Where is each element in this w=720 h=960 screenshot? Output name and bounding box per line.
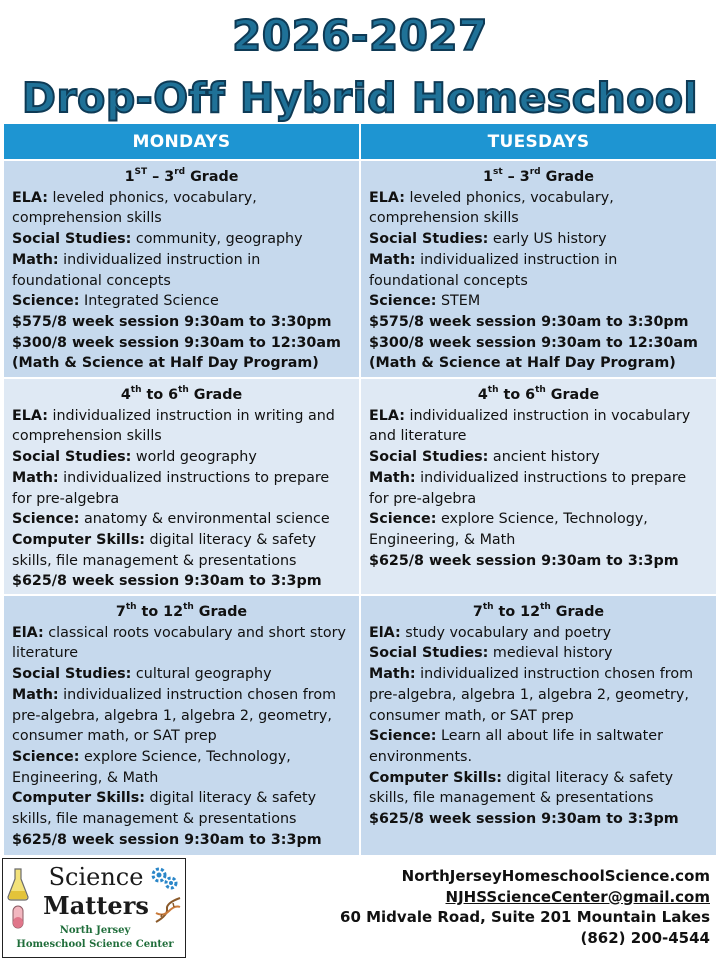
- course-line: [12, 406, 351, 447]
- grade-heading-part: Grade: [188, 387, 243, 403]
- course-line: [369, 291, 708, 312]
- course-line: [369, 447, 708, 468]
- grade-heading-part: th: [535, 385, 546, 396]
- grade-heading-part: th: [487, 385, 499, 396]
- course-line: [12, 468, 351, 509]
- course-line: [369, 768, 708, 809]
- course-line: [369, 809, 708, 830]
- grade-heading-part: st: [492, 167, 503, 178]
- grade-heading: [12, 385, 351, 406]
- grade-heading-part: rd: [174, 167, 186, 178]
- course-detail: digital literacy & safety skills, file management & presentations: [12, 790, 317, 828]
- course-label: (Math & Science at Half Day Program): [12, 355, 319, 372]
- course-line: [369, 353, 708, 374]
- course-label: Science:: [369, 728, 437, 745]
- course-label: $625/8 week session 9:30am to 3:3pm: [369, 552, 679, 569]
- course-line: [369, 468, 708, 509]
- grade-heading: [12, 602, 351, 623]
- course-line: [12, 333, 351, 354]
- grade-heading-part: to 12: [493, 604, 541, 620]
- grade-heading-part: to 6: [498, 387, 536, 403]
- course-detail: early US history: [488, 231, 607, 248]
- course-detail: cultural geography: [131, 666, 272, 683]
- grade-heading-part: 7: [115, 604, 126, 620]
- course-label: Computer Skills:: [369, 769, 502, 786]
- course-label: Math:: [369, 469, 416, 486]
- course-label: (Math & Science at Half Day Program): [369, 355, 676, 372]
- course-detail: individualized instruction in foundational concepts: [369, 251, 618, 289]
- course-line: [12, 353, 351, 374]
- course-line: [12, 188, 351, 229]
- course-line: [369, 333, 708, 354]
- grade-heading-part: th: [125, 602, 137, 613]
- grade-heading-part: ST: [134, 167, 148, 178]
- grade-heading: [369, 602, 708, 623]
- course-detail: individualized instructions to prepare for pre-algebra: [12, 469, 330, 507]
- cell-monday: [3, 160, 360, 378]
- column-header-tuesdays: TUESDAYS: [360, 123, 717, 160]
- course-label: Social Studies:: [12, 449, 132, 466]
- column-header-mondays: MONDAYS: [3, 123, 360, 160]
- footer: [0, 856, 720, 960]
- course-label: Math:: [369, 251, 416, 268]
- course-line: [12, 509, 351, 530]
- course-label: ELA:: [12, 407, 48, 424]
- course-label: Math:: [12, 686, 59, 703]
- table-row-grades-7-12: [3, 595, 717, 856]
- course-line: [12, 530, 351, 571]
- course-label: ElA:: [369, 624, 401, 641]
- course-label: ELA:: [369, 407, 405, 424]
- course-detail: medieval history: [488, 645, 613, 662]
- course-label: ElA:: [12, 624, 44, 641]
- phone-text: (862) 200-4544: [580, 928, 710, 947]
- grade-heading-part: 7: [472, 604, 483, 620]
- course-label: $300/8 week session 9:30am to 12:30am: [369, 334, 698, 351]
- table-header-row: [3, 123, 717, 160]
- course-line: [369, 229, 708, 250]
- grade-heading-part: th: [130, 385, 142, 396]
- cell-monday: [3, 595, 360, 856]
- grade-heading: [369, 167, 708, 188]
- course-detail: leveled phonics, vocabulary, comprehension skills: [369, 189, 614, 227]
- course-label: Social Studies:: [369, 645, 489, 662]
- course-label: Social Studies:: [12, 666, 132, 683]
- grade-heading-part: – 3: [147, 169, 175, 185]
- course-line: [369, 623, 708, 644]
- course-detail: individualized instruction chosen from pre-algebra, algebra 1, algebra 2, geometry, consumer math, or SAT prep: [12, 686, 337, 745]
- course-line: [12, 291, 351, 312]
- cell-monday: [3, 378, 360, 595]
- grade-heading-part: Grade: [193, 604, 248, 620]
- course-line: [12, 830, 351, 851]
- course-line: [369, 312, 708, 333]
- grade-heading-part: Grade: [550, 604, 605, 620]
- course-line: [12, 250, 351, 291]
- schedule-table: [2, 122, 718, 857]
- course-label: Science:: [12, 293, 80, 310]
- course-label: Science:: [12, 511, 80, 528]
- course-line: [369, 726, 708, 767]
- course-label: Math:: [12, 251, 59, 268]
- course-line: [369, 250, 708, 291]
- course-line: [12, 312, 351, 333]
- grade-heading-part: 1: [124, 169, 135, 185]
- course-label: ELA:: [369, 189, 405, 206]
- title-year: 2026-2027: [232, 11, 488, 60]
- course-detail: explore Science, Technology, Engineering, & Math: [369, 511, 648, 548]
- cell-tuesday: [360, 160, 717, 378]
- course-label: $575/8 week session 9:30am to 3:30pm: [369, 313, 689, 330]
- course-line: [12, 664, 351, 685]
- course-detail: anatomy & environmental science: [79, 511, 330, 528]
- grade-heading-part: th: [183, 602, 194, 613]
- course-detail: community, geography: [131, 231, 303, 248]
- course-detail: individualized instruction in vocabulary and literature: [369, 407, 691, 445]
- course-line: [12, 447, 351, 468]
- logo-north-jersey-text: North Jersey: [59, 925, 131, 936]
- course-line: [12, 229, 351, 250]
- course-detail: individualized instruction in writing and comprehension skills: [12, 407, 335, 445]
- course-line: [369, 188, 708, 229]
- course-label: $625/8 week session 9:30am to 3:3pm: [369, 811, 679, 828]
- course-line: [369, 509, 708, 550]
- grade-heading-part: Grade: [185, 169, 239, 185]
- course-line: [369, 551, 708, 572]
- course-detail: individualized instruction chosen from pre-algebra, algebra 1, algebra 2, geometry, consumer math, or SAT prep: [369, 666, 694, 724]
- course-label: Science:: [12, 748, 80, 765]
- grade-heading-part: Grade: [545, 387, 600, 403]
- course-detail: individualized instruction in foundational concepts: [12, 251, 261, 289]
- course-line: [369, 643, 708, 664]
- course-label: $625/8 week session 9:30am to 3:3pm: [12, 573, 322, 590]
- course-label: $300/8 week session 9:30am to 12:30am: [12, 334, 341, 351]
- course-label: Science:: [369, 511, 437, 528]
- course-detail: world geography: [131, 449, 257, 466]
- table-row-grades-1-3: [3, 160, 717, 378]
- course-detail: leveled phonics, vocabulary, comprehension skills: [12, 189, 257, 227]
- grade-heading: [12, 167, 351, 188]
- cell-tuesday: [360, 378, 717, 595]
- grade-heading-part: to 12: [136, 604, 184, 620]
- course-detail: Learn all about life in saltwater environments.: [369, 728, 663, 765]
- contact-info: [340, 866, 710, 948]
- course-detail: ancient history: [488, 449, 600, 466]
- science-matters-logo: [2, 858, 186, 958]
- logo-center-text: Homeschool Science Center: [16, 939, 174, 950]
- course-detail: STEM: [436, 293, 481, 310]
- address-text: 60 Midvale Road, Suite 201 Mountain Lakes: [340, 908, 710, 926]
- course-detail: classical roots vocabulary and short story literature: [12, 624, 346, 662]
- grade-heading-part: to 6: [141, 387, 179, 403]
- cell-tuesday: [360, 595, 717, 856]
- course-line: [12, 623, 351, 664]
- course-label: Social Studies:: [12, 231, 132, 248]
- course-detail: Integrated Science: [79, 293, 219, 310]
- grade-heading-part: th: [482, 602, 494, 613]
- grade-heading-part: Grade: [540, 169, 594, 185]
- grade-heading: [369, 385, 708, 406]
- course-detail: individualized instructions to prepare for pre-algebra: [369, 469, 687, 507]
- course-label: Social Studies:: [369, 231, 489, 248]
- course-detail: digital literacy & safety skills, file management & presentations: [12, 531, 317, 569]
- course-label: Computer Skills:: [12, 790, 145, 807]
- email-link[interactable]: NJHSScienceCenter@gmail.com: [445, 887, 710, 906]
- course-line: [12, 685, 351, 747]
- course-line: [369, 406, 708, 447]
- website-link[interactable]: NorthJerseyHomeschoolScience.com: [401, 867, 710, 885]
- course-label: Math:: [369, 666, 416, 683]
- course-line: [369, 664, 708, 726]
- title-program: Drop-Off Hybrid Homeschool: [21, 74, 699, 122]
- course-line: [12, 571, 351, 592]
- grade-heading-part: rd: [529, 167, 541, 178]
- course-line: [12, 788, 351, 829]
- course-detail: digital literacy & safety skills, file management & presentations: [369, 769, 674, 807]
- grade-heading-part: – 3: [502, 169, 530, 185]
- logo-matters-text: Matters: [43, 891, 149, 920]
- course-label: ELA:: [12, 189, 48, 206]
- grade-heading-part: 4: [477, 387, 488, 403]
- course-detail: study vocabulary and poetry: [400, 624, 612, 641]
- grade-heading-part: th: [540, 602, 551, 613]
- logo-science-text: Science: [48, 863, 144, 891]
- course-label: Computer Skills:: [12, 531, 145, 548]
- course-label: Social Studies:: [369, 449, 489, 466]
- course-line: [12, 747, 351, 788]
- course-label: $625/8 week session 9:30am to 3:3pm: [12, 831, 322, 848]
- course-label: $575/8 week session 9:30am to 3:30pm: [12, 313, 332, 330]
- grade-heading-part: th: [178, 385, 189, 396]
- course-label: Math:: [12, 469, 59, 486]
- course-label: Science:: [369, 293, 437, 310]
- grade-heading-part: 4: [120, 387, 131, 403]
- course-detail: explore Science, Technology, Engineering, & Math: [12, 748, 291, 786]
- table-row-grades-4-6: [3, 378, 717, 595]
- grade-heading-part: 1: [483, 169, 493, 185]
